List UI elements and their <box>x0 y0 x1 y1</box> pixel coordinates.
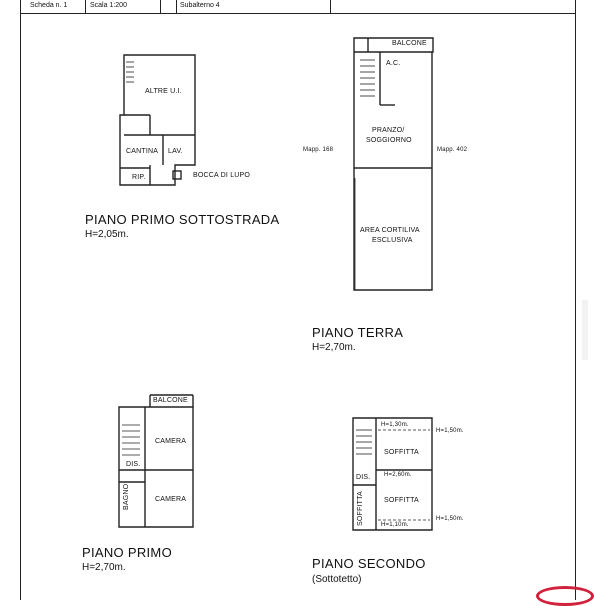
header-scheda: Scheda n. 1 <box>30 2 68 9</box>
label-soffitta-3: SOFFITTA <box>357 491 364 526</box>
label-area-cortiliva: AREA CORTILIVA <box>360 227 420 234</box>
label-h110: H=1,10m. <box>381 522 409 528</box>
title-seminterrato: PIANO PRIMO SOTTOSTRADA <box>85 212 280 227</box>
label-soffitta-1: SOFFITTA <box>384 449 419 456</box>
height-primo: H=2,70m. <box>82 562 126 573</box>
label-h130: H=1,30m. <box>381 422 409 428</box>
label-camera-1: CAMERA <box>155 438 187 445</box>
label-camera-2: CAMERA <box>155 496 187 503</box>
label-dis-secondo: DIS. <box>356 474 371 481</box>
label-bagno: BAGNO <box>123 483 130 510</box>
label-soffitta-2: SOFFITTA <box>384 497 419 504</box>
height-terra: H=2,70m. <box>312 342 356 353</box>
title-secondo: PIANO SECONDO <box>312 556 426 571</box>
seminterrato-outline <box>120 55 195 185</box>
label-h150-bottom: H=1,50m. <box>436 516 464 522</box>
label-lav: LAV. <box>168 148 183 155</box>
label-bocca-di-lupo: BOCCA DI LUPO <box>193 172 251 179</box>
label-altre-ui: ALTRE U.I. <box>145 88 182 95</box>
label-balcone-terra: BALCONE <box>392 40 427 47</box>
title-terra: PIANO TERRA <box>312 325 404 340</box>
header-scala: Scala 1:200 <box>90 2 127 9</box>
label-balcone-primo: BALCONE <box>153 397 188 404</box>
subtitle-secondo: (Sottotetto) <box>312 574 362 585</box>
height-seminterrato: H=2,05m. <box>85 229 129 240</box>
label-h150-top: H=1,50m. <box>436 428 464 434</box>
header-subalterno: Subalterno 4 <box>180 2 220 9</box>
label-mapp-402: Mapp. 402 <box>437 147 468 153</box>
red-stamp-mark <box>536 586 594 606</box>
terra-outline <box>354 38 433 290</box>
label-rip: RIP. <box>132 174 146 181</box>
label-cantina: CANTINA <box>126 148 159 155</box>
label-esclusiva: ESCLUSIVA <box>372 237 413 244</box>
label-ac: A.C. <box>386 60 401 67</box>
label-dis-primo: DIS. <box>126 461 141 468</box>
margin-shadow <box>582 300 588 360</box>
label-soggiorno: SOGGIORNO <box>366 137 412 144</box>
title-primo: PIANO PRIMO <box>82 545 172 560</box>
label-h260: H=2,60m. <box>384 472 412 478</box>
label-pranzo: PRANZO/ <box>372 127 405 134</box>
label-mapp-168: Mapp. 168 <box>303 147 334 153</box>
